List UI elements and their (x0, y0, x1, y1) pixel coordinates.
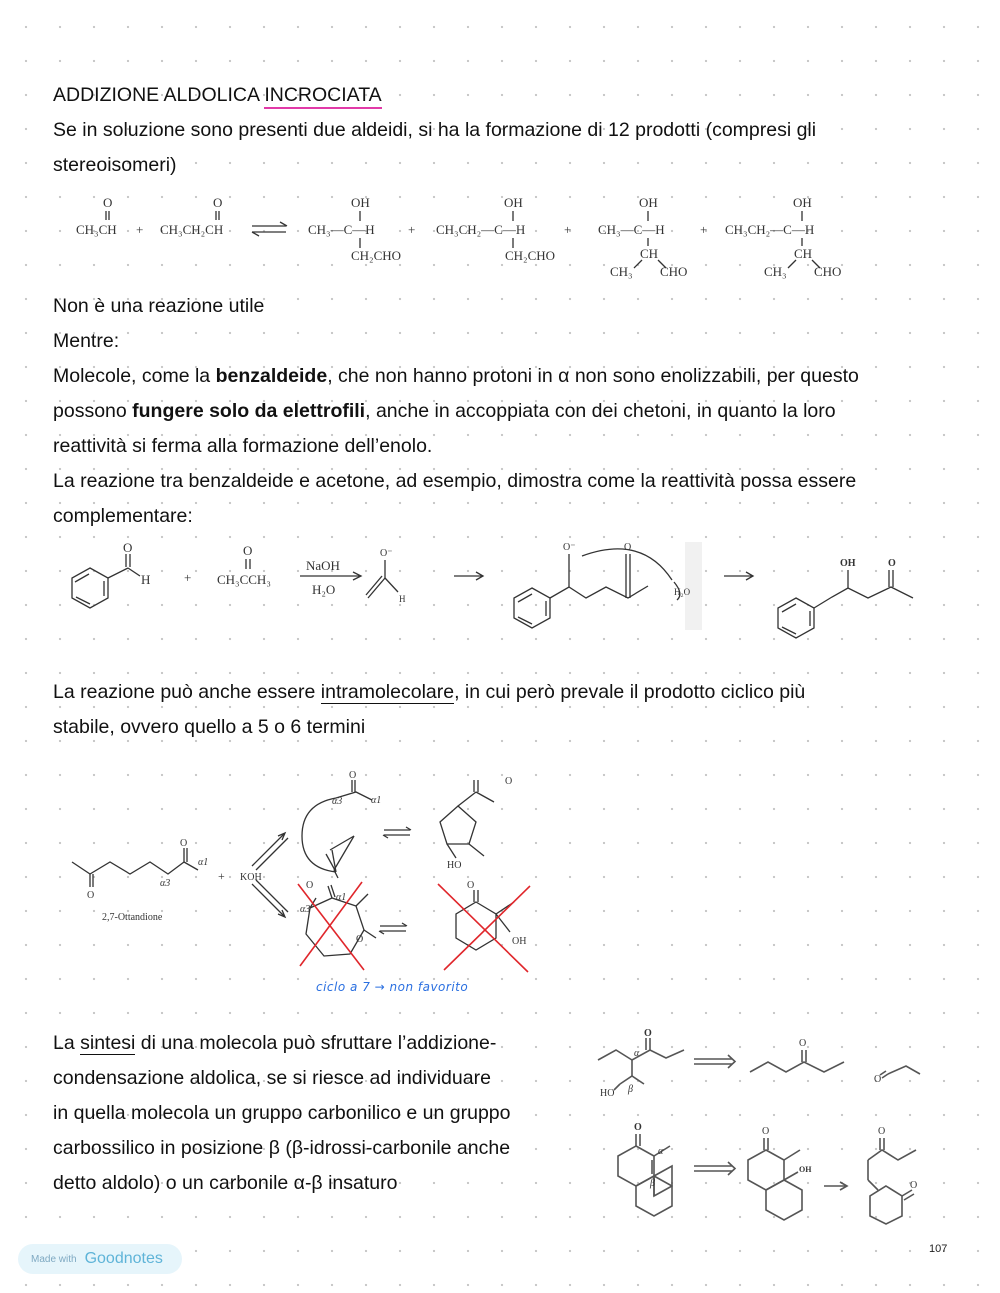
reagent-naoh: NaOH (306, 558, 340, 573)
product2-oh-label: OH (504, 195, 523, 210)
oxygen-label: O (878, 1126, 886, 1137)
beta-label: β (650, 1178, 655, 1189)
text-span: Molecole, come la (53, 365, 216, 387)
reagent-water: H₂O (312, 582, 336, 597)
paragraph-line: in quella molecola un gruppo carbonilico e un gruppo (53, 1102, 511, 1124)
reactant2-formula: CH₃CH₂CH (160, 222, 224, 237)
product3-formula: CH₃—C—H (598, 222, 665, 237)
product4-ch3-label: CH₃ (764, 264, 787, 279)
product2-chain: CH₂CHO (505, 248, 556, 263)
benzaldehyde-oxygen-label: O (123, 540, 133, 555)
text-span: La reazione può anche essere (53, 681, 321, 703)
text-span: La (53, 1032, 81, 1054)
oxygen-label: O (910, 1180, 918, 1191)
paragraph-line: detto aldolo) o un carbonile α-β insaturo (53, 1172, 398, 1194)
product4-cho-label: CHO (814, 264, 842, 279)
plus-sign: + (218, 869, 225, 883)
paragraph-line: reattività si ferma alla formazione dell’enolo. (53, 435, 433, 457)
goodnotes-logo-text: Goodnotes (84, 1250, 163, 1267)
reactant1-oxygen-label: O (103, 195, 113, 210)
oxygen-label: O (634, 1122, 642, 1133)
oxygen-label: O (762, 1126, 770, 1137)
alpha-label: α (658, 1146, 664, 1157)
bold-term: fungere solo da elettrofili (132, 400, 366, 422)
oxygen-label: O (349, 770, 357, 781)
intramolecular-aldol-scheme (66, 770, 546, 1000)
acetone-formula: CH₃CCH₃ (217, 572, 271, 587)
paragraph-line (53, 359, 859, 394)
paragraph-line: carbossilico in posizione β (β-idrossi-carbonile anche (53, 1137, 511, 1159)
reagent-koh: KOH (240, 872, 262, 883)
oxygen-label: O (644, 1028, 652, 1039)
hydroxyl-label: HO (600, 1088, 615, 1099)
alpha-label: α (634, 1048, 640, 1059)
paragraph-line: La reazione tra benzaldeide e acetone, ad esempio, dimostra come la reattività possa essere (53, 470, 857, 492)
oxygen-label: O (467, 880, 475, 891)
reactant1-formula: CH₃CH (76, 222, 117, 237)
alpha1-label: α1 (198, 857, 209, 868)
enolate-h-label: H (399, 594, 406, 604)
hydroxyl-label: OH (512, 936, 527, 947)
goodnotes-badge (18, 1244, 182, 1274)
paragraph-line: Mentre: (53, 330, 120, 352)
text-span: , anche in accoppiata con dei chetoni, in quanto la loro (365, 400, 836, 422)
bold-term: benzaldeide (215, 365, 328, 387)
oxygen-label: O (356, 934, 364, 945)
paragraph-line (53, 675, 805, 710)
compound-name: 2,7-Ottandione (102, 912, 163, 923)
title-text: ADDIZIONE ALDOLICA (53, 84, 265, 106)
paragraph-line: Non è una reazione utile (53, 295, 265, 317)
crossed-aldol-scheme (70, 192, 860, 287)
alpha3-label: α3 (300, 904, 311, 915)
product-oxygen-label: O (888, 558, 896, 569)
oxygen-label: O (306, 880, 314, 891)
product4-oh-label: OH (793, 195, 812, 210)
reactant2-oxygen-label: O (213, 195, 223, 210)
paragraph-line: Se in soluzione sono presenti due aldeidi, si ha la formazione di 12 prodotti (compresi gli (53, 119, 817, 141)
product2-formula: CH₃CH₂—C—H (436, 222, 526, 237)
handwritten-note: ciclo a 7 → non favorito (316, 980, 469, 994)
made-with-label: Made with (31, 1253, 77, 1265)
hydroxyl-label: OH (799, 1165, 812, 1174)
paragraph-line: stabile, ovvero quello a 5 o 6 termini (53, 716, 366, 738)
paragraph-line (53, 1026, 496, 1061)
plus-sign: + (408, 222, 416, 237)
text-span: possono (53, 400, 133, 422)
enolate-oxygen-label: O⁻ (380, 548, 393, 559)
underlined-term: sintesi (80, 1032, 136, 1054)
plus-sign: + (136, 222, 144, 237)
alpha1-label: α1 (336, 892, 347, 903)
ketone-oxygen-label: O (624, 542, 632, 553)
section-title (53, 78, 382, 113)
oxygen-label: O (874, 1074, 882, 1085)
alpha1-label: α1 (371, 795, 382, 806)
paragraph-line: complementare: (53, 505, 193, 527)
red-cross-annotation (438, 884, 530, 972)
paragraph-line: condensazione aldolica, se si riesce ad individuare (53, 1067, 491, 1089)
paragraph-line (53, 394, 836, 429)
oxygen-label: O (505, 776, 513, 787)
product3-ch-label: CH (640, 246, 659, 261)
product1-formula: CH₃—C—H (308, 222, 375, 237)
product1-oh-label: OH (351, 195, 370, 210)
benzaldehyde-acetone-scheme (62, 540, 932, 650)
title-underlined-text: INCROCIATA (264, 84, 381, 109)
text-span: , che non hanno protoni in α non sono enolizzabili, per questo (327, 365, 859, 387)
product1-chain: CH₂CHO (351, 248, 402, 263)
product4-ch-label: CH (794, 246, 813, 261)
product3-oh-label: OH (639, 195, 658, 210)
text-span: , in cui però prevale il prodotto ciclico più (454, 681, 806, 703)
product4-formula: CH₃CH₂—C—H (725, 222, 815, 237)
product-oh-label: OH (840, 558, 856, 569)
retrosynthesis-scheme (592, 1026, 932, 1222)
alpha3-label: α3 (160, 878, 171, 889)
equilibrium-arrow (252, 222, 287, 236)
underlined-term: intramolecolare (320, 681, 455, 703)
hydroxyl-label: HO (447, 860, 462, 871)
plus-sign: + (564, 222, 572, 237)
paragraph-line: stereoisomeri) (53, 154, 177, 176)
beta-label: β (628, 1084, 633, 1095)
oxygen-label: O (180, 838, 188, 849)
acetone-oxygen-label: O (243, 543, 253, 558)
alkoxide-oxygen-label: O⁻ (563, 542, 576, 553)
product3-cho-label: CHO (660, 264, 688, 279)
alpha3-label: α3 (332, 796, 343, 807)
text-span: di una molecola può sfruttare l’addizione- (135, 1032, 497, 1054)
benzaldehyde-h-label: H (141, 572, 151, 587)
oxygen-label: O (799, 1038, 807, 1049)
paste-shadow (685, 542, 702, 630)
page-number: 107 (929, 1243, 948, 1255)
water-label: H₂O (674, 587, 691, 597)
plus-sign: + (700, 222, 708, 237)
oxygen-label: O (87, 890, 95, 901)
plus-sign: + (184, 570, 192, 585)
product3-ch3-label: CH₃ (610, 264, 633, 279)
